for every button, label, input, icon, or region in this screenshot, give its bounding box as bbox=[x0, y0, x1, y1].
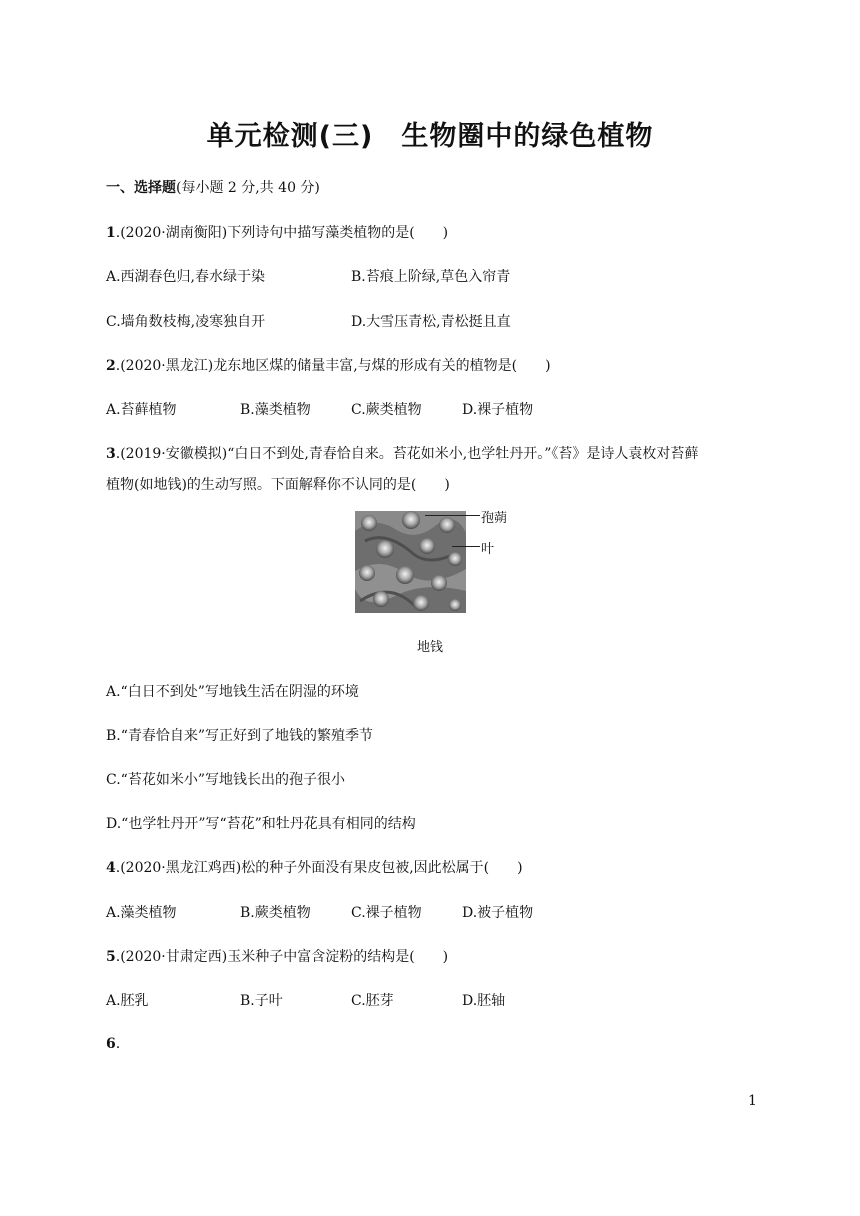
q1-option-d: D.大雪压青松,青松挺且直 bbox=[351, 314, 511, 330]
question-text: . bbox=[115, 1036, 121, 1052]
question-5 bbox=[106, 946, 448, 966]
page-title: 单元检测(三) 生物圈中的绿色植物 bbox=[206, 121, 654, 152]
page-number: 1 bbox=[748, 1093, 757, 1109]
q2-option-b: B.藻类植物 bbox=[240, 402, 311, 418]
question-2 bbox=[106, 355, 551, 375]
label-leaf: 叶 bbox=[481, 542, 495, 557]
liverwort-photo bbox=[355, 511, 466, 613]
q3-option-d: D.“也学牡丹开”写“苔花”和牡丹花具有相同的结构 bbox=[106, 816, 416, 832]
q5-option-b: B.子叶 bbox=[240, 993, 283, 1009]
question-text: .(2020·湖南衡阳)下列诗句中描写藻类植物的是( ) bbox=[115, 225, 449, 241]
q4-option-a: A.藻类植物 bbox=[106, 905, 177, 921]
label-line-leaf bbox=[452, 546, 480, 547]
question-text: .(2019·安徽模拟)“白日不到处,青春恰自来。苔花如米小,也学牡丹开。”《苔》是诗人袁枚对苔藓 bbox=[115, 446, 699, 462]
q1-option-a: A.西湖春色归,春水绿于染 bbox=[106, 269, 266, 285]
q5-option-a: A.胚乳 bbox=[106, 993, 149, 1009]
question-number: 5 bbox=[106, 949, 116, 965]
q4-option-b: B.蕨类植物 bbox=[240, 905, 311, 921]
section-heading bbox=[106, 177, 320, 197]
question-text: .(2020·甘肃定西)玉米种子中富含淀粉的结构是( ) bbox=[115, 949, 449, 965]
q5-option-d: D.胚轴 bbox=[462, 993, 506, 1009]
q1-option-c: C.墙角数枝梅,凌寒独自开 bbox=[106, 314, 266, 330]
question-4 bbox=[106, 857, 523, 877]
question-number: 6 bbox=[106, 1036, 116, 1052]
q4-option-d: D.被子植物 bbox=[462, 905, 534, 921]
q3-option-c: C.“苔花如米小”写地钱长出的孢子很小 bbox=[106, 772, 345, 788]
question-number: 3 bbox=[106, 446, 116, 462]
label-line-capsule bbox=[425, 515, 480, 516]
q1-option-b: B.苔痕上阶绿,草色入帘青 bbox=[351, 269, 511, 285]
q5-option-c: C.胚芽 bbox=[351, 993, 394, 1009]
q2-option-d: D.裸子植物 bbox=[462, 402, 534, 418]
q2-option-a: A.苔藓植物 bbox=[106, 402, 177, 418]
question-number: 4 bbox=[106, 860, 116, 876]
section-heading-label: 一、选择题 bbox=[106, 180, 176, 196]
q3-option-a: A.“白日不到处”写地钱生活在阴湿的环境 bbox=[106, 684, 359, 700]
question-3 bbox=[106, 443, 698, 463]
liverwort-figure bbox=[355, 511, 466, 613]
label-capsule: 孢蒴 bbox=[481, 511, 508, 526]
section-heading-note: (每小题 2 分,共 40 分) bbox=[176, 180, 320, 196]
figure-caption: 地钱 bbox=[416, 640, 443, 655]
question-6 bbox=[106, 1036, 120, 1052]
question-text: .(2020·黑龙江鸡西)松的种子外面没有果皮包被,因此松属于( ) bbox=[115, 860, 523, 876]
question-number: 2 bbox=[106, 358, 116, 374]
question-3-line2: 植物(如地钱)的生动写照。下面解释你不认同的是( ) bbox=[106, 477, 450, 493]
q4-option-c: C.裸子植物 bbox=[351, 905, 422, 921]
question-number: 1 bbox=[106, 225, 116, 241]
q3-option-b: B.“青春恰自来”写正好到了地钱的繁殖季节 bbox=[106, 728, 374, 744]
q2-option-c: C.蕨类植物 bbox=[351, 402, 422, 418]
question-text: .(2020·黑龙江)龙东地区煤的储量丰富,与煤的形成有关的植物是( ) bbox=[115, 358, 551, 374]
question-1 bbox=[106, 222, 448, 242]
